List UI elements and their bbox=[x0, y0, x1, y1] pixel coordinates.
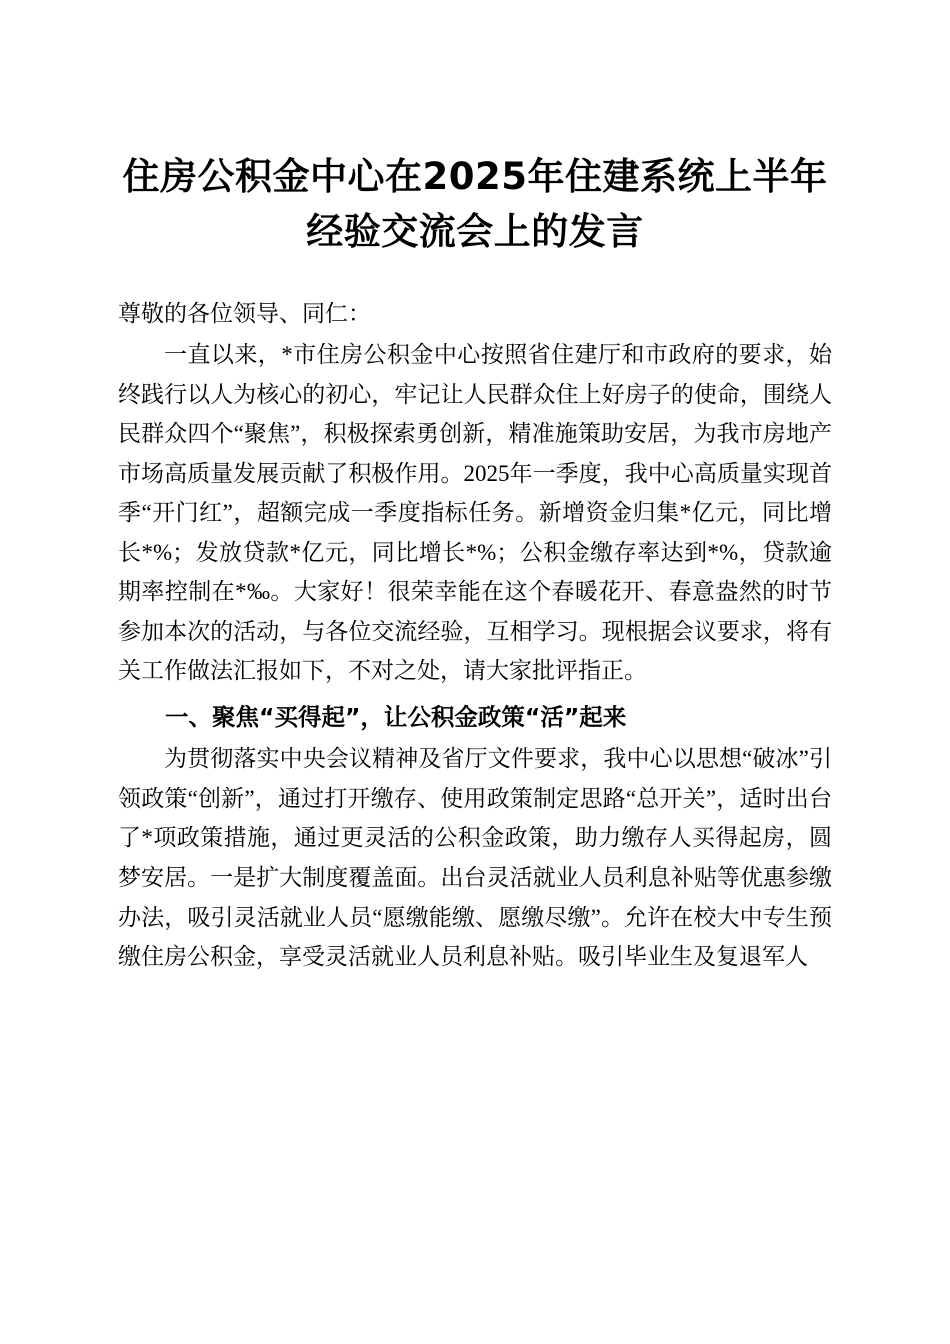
salutation: 尊敬的各位领导、同仁： bbox=[118, 300, 371, 326]
page-title: 住房公积金中心在2025年住建系统上半年经验交流会上的发言 bbox=[122, 155, 828, 253]
body-paragraph: 为贯彻落实中央会议精神及省厅文件要求，我中心以思想“破冰”引领政策“创新”，通过打开缴存、使用政策制定思路“总开关”，适时出台了*项政策措施，通过更灵活的公积金政策，助力缴存人买得起房，圆梦安居。一是扩大制度覆盖面。出台灵活就业人员利息补贴等优惠参缴办法，吸引灵活就业人员“愿缴能缴、愿缴尽缴”。允许在校大中专生预缴住房公积金，享受灵活就业人员利息补贴。吸引毕业生及复退军人 bbox=[118, 746, 832, 970]
body-paragraph: 一直以来，*市住房公积金中心按照省住建厅和市政府的要求，始终践行以人为核心的初心，牢记让人民群众住上好房子的使命，围绕人民群众四个“聚焦”，积极探索勇创新，精准施策助安居，为我市房地产市场高质量发展贡献了积极作用。2025年一季度，我中心高质量实现首季“开门红”，超额完成一季度指标任务。新增资金归集*亿元，同比增长*%；发放贷款*亿元，同比增长*%；公积金缴存率达到*%，贷款逾期率控制在*‰。大家好！很荣幸能在这个春暖花开、春意盎然的时节参加本次的活动，与各位交流经验，互相学习。现根据会议要求，将有关工作做法汇报如下，不对之处，请大家批评指正。 bbox=[118, 342, 832, 684]
section-heading: 一、聚焦“买得起”，让公积金政策“活”起来 bbox=[165, 702, 627, 731]
